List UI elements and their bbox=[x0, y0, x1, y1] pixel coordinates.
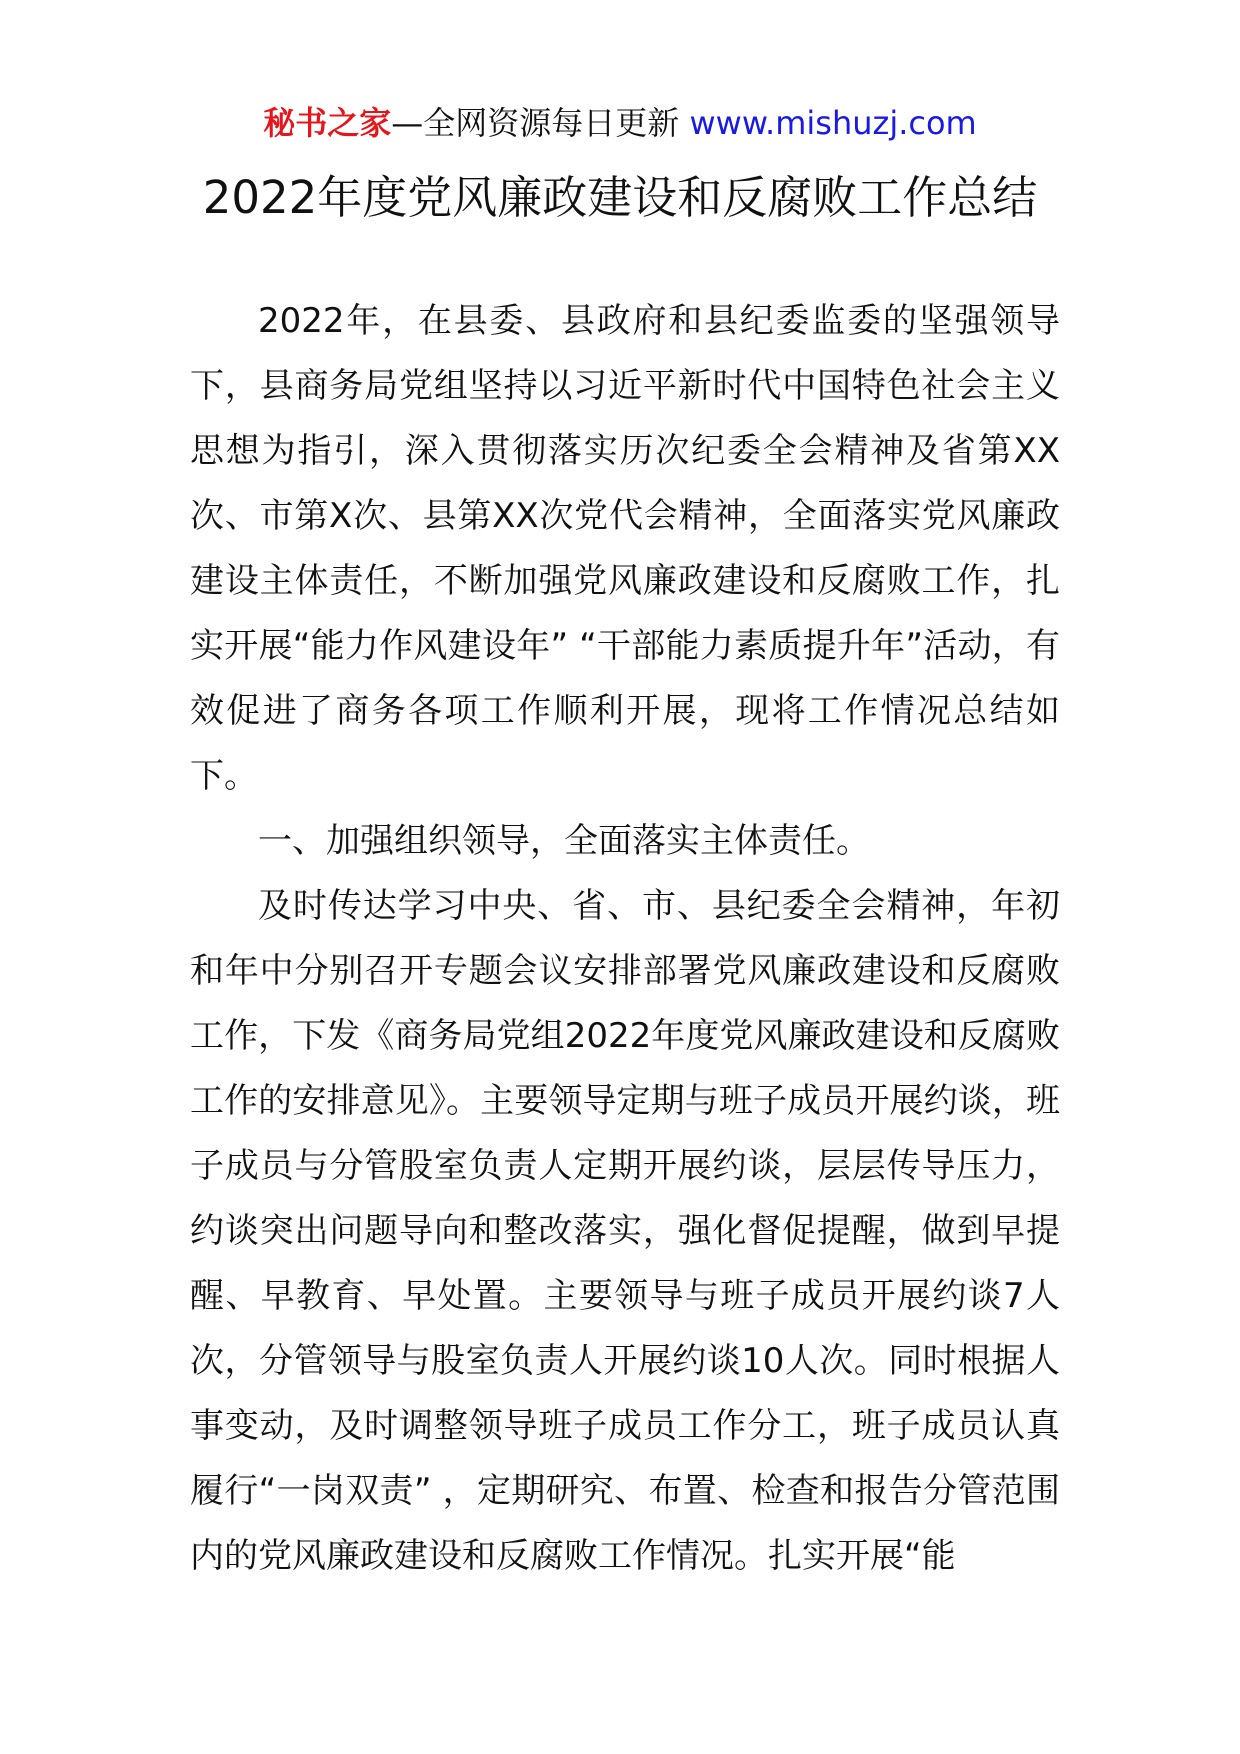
site-url-link[interactable]: www.mishuzj.com bbox=[689, 104, 977, 142]
paragraph-intro: 2022年，在县委、县政府和县纪委监委的坚强领导下，县商务局党组坚持以习近平新时代中国特色社会主义思想为指引，深入贯彻落实历次纪委全会精神及省第XX次、市第X次、县第XX次党代会精神，全面落实党风廉政建设主体责任，不断加强党风廉政建设和反腐败工作，扎实开展“能力作风建设年” “干部能力素质提升年”活动，有效促进了商务各项工作顺利开展，现将工作情况总结如下。 bbox=[190, 301, 1060, 796]
section-heading: 一、加强组织领导，全面落实主体责任。 bbox=[258, 821, 870, 861]
document-body bbox=[190, 289, 1060, 1589]
site-slogan: —全网资源每日更新 bbox=[391, 104, 690, 142]
site-header bbox=[0, 100, 1240, 146]
paragraph-section-one: 及时传达学习中央、省、市、县纪委全会精神，年初和年中分别召开专题会议安排部署党风廉政建设和反腐败工作，下发《商务局党组2022年度党风廉政建设和反腐败工作的安排意见》。主要领导定期与班子成员开展约谈，班子成员与分管股室负责人定期开展约谈，层层传导压力，约谈突出问题导向和整改落实，强化督促提醒，做到早提醒、早教育、早处置。主要领导与班子成员开展约谈7人次，分管领导与股室负责人开展约谈10人次。同时根据人事变动，及时调整领导班子成员工作分工，班子成员认真履行“一岗双责” ，定期研究、布置、检查和报告分管范围内的党风廉政建设和反腐败工作情况。扎实开展“能 bbox=[190, 886, 1060, 1576]
brand-name: 秘书之家 bbox=[263, 104, 392, 142]
document-title: 2022年度党风廉政建设和反腐败工作总结 bbox=[202, 171, 1038, 224]
